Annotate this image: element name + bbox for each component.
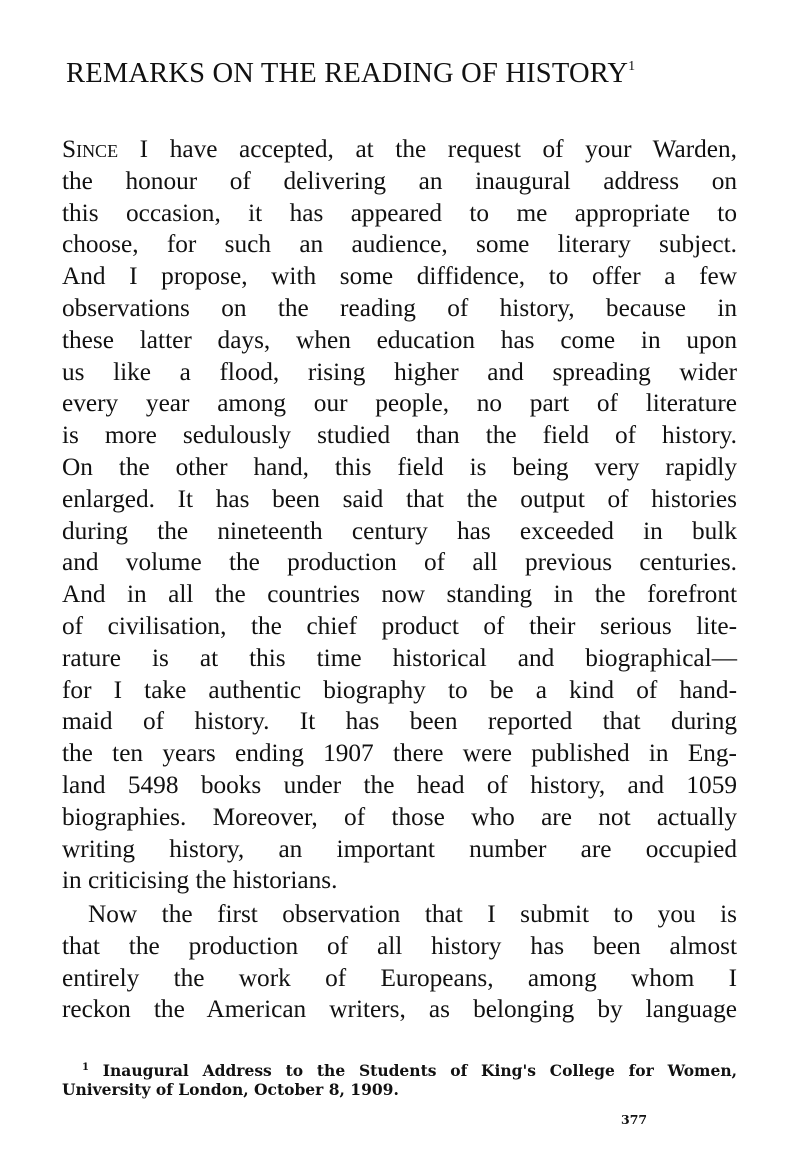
- text-line: in criticising the historians.: [62, 866, 338, 895]
- text-line: the ten years ending 1907 there were published in Eng-: [62, 739, 737, 768]
- text-line: On the other hand, this field is being very rapidly: [62, 452, 737, 481]
- text-line: entirely the work of Europeans, among whom I: [62, 963, 737, 992]
- text-line: is more sedulously studied than the field of history.: [62, 421, 737, 450]
- text-line: these latter days, when education has come in upon: [62, 325, 737, 354]
- text-line: biographies. Moreover, of those who are not actually: [62, 802, 737, 831]
- text-line: reckon the American writers, as belonging by language: [62, 995, 737, 1024]
- text-line: And in all the countries now standing in the forefront: [62, 580, 737, 609]
- text-line: Since I have accepted, at the request of your Warden,: [62, 135, 737, 163]
- drop-word: Since: [62, 135, 119, 163]
- text-line: for I take authentic biography to be a kind of hand-: [62, 675, 737, 704]
- text-line: us like a flood, rising higher and spreading wider: [62, 357, 737, 386]
- text-line: that the production of all history has been almost: [62, 931, 737, 960]
- footnote-mark: 1: [82, 1062, 89, 1073]
- paragraph-1: [62, 134, 737, 897]
- footnote: [62, 1057, 737, 1101]
- text-line: observations on the reading of history, because in: [62, 293, 737, 322]
- text-line: of civilisation, the chief product of their serious lite-: [62, 611, 737, 640]
- text-line: Now the first observation that I submit to you is: [88, 900, 737, 928]
- footnote-line: $^1$ Inaugural Address to the Students of King's College for Women,: [82, 1061, 737, 1081]
- text-line: maid of history. It has been reported that during: [62, 707, 737, 736]
- text-line: rature is at this time historical and biographical—: [62, 643, 737, 672]
- text-line: and volume the production of all previous centuries.: [62, 548, 737, 577]
- chapter-title-text: REMARKS ON THE READING OF HISTORY: [66, 58, 629, 89]
- page-number: 377: [621, 1112, 648, 1127]
- text-line: the honour of delivering an inaugural address on: [62, 166, 737, 195]
- text-line: every year among our people, no part of literature: [62, 389, 737, 418]
- footnote-line: University of London, October 8, 1909.: [62, 1080, 399, 1099]
- chapter-title: [66, 58, 746, 90]
- text-line: And I propose, with some diffidence, to offer a few: [62, 262, 737, 291]
- text-line: enlarged. It has been said that the output of histories: [62, 484, 737, 513]
- text-line: writing history, an important number are occupied: [62, 834, 737, 863]
- title-footnote-mark: 1: [628, 59, 636, 74]
- text-line: during the nineteenth century has exceeded in bulk: [62, 516, 737, 545]
- paragraph-2: [62, 899, 737, 1026]
- text-line: this occasion, it has appeared to me appropriate to: [62, 198, 737, 227]
- text-line: choose, for such an audience, some literary subject.: [62, 230, 737, 259]
- text-line: land 5498 books under the head of history, and 1059: [62, 770, 737, 799]
